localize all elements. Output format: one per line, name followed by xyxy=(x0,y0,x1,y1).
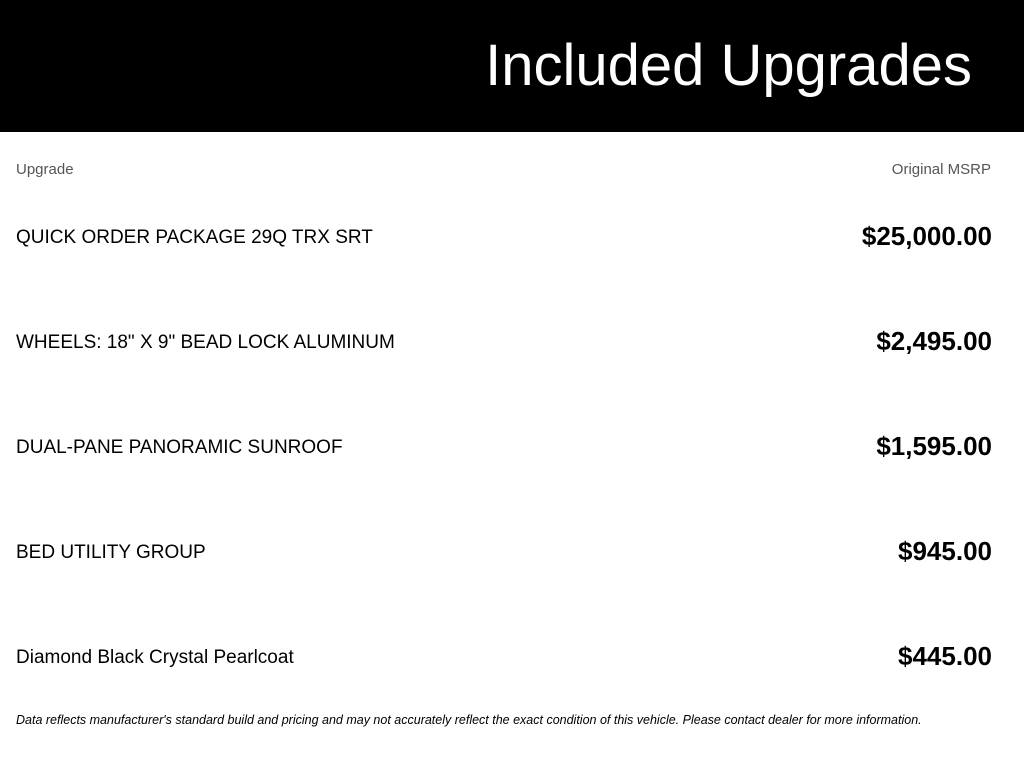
upgrade-name: WHEELS: 18" X 9" BEAD LOCK ALUMINUM xyxy=(16,332,395,353)
header-banner xyxy=(0,0,1024,132)
disclaimer-text: Data reflects manufacturer's standard build and pricing and may not accurately reflect the exact condition of this vehicle. Please contact dealer for more information. xyxy=(16,713,922,727)
page-title: Included Upgrades xyxy=(485,33,972,98)
upgrade-price: $945.00 xyxy=(898,536,992,566)
list-item xyxy=(0,420,1024,525)
upgrade-price: $445.00 xyxy=(898,641,992,671)
upgrade-name: Diamond Black Crystal Pearlcoat xyxy=(16,647,294,668)
upgrade-name: BED UTILITY GROUP xyxy=(16,542,206,563)
upgrade-price: $25,000.00 xyxy=(861,221,992,251)
upgrade-name: DUAL-PANE PANORAMIC SUNROOF xyxy=(16,437,343,458)
upgrade-name: QUICK ORDER PACKAGE 29Q TRX SRT xyxy=(16,227,373,248)
column-header-msrp: Original MSRP xyxy=(891,161,991,178)
upgrade-price: $2,495.00 xyxy=(876,326,992,356)
upgrade-price: $1,595.00 xyxy=(876,431,992,461)
list-item xyxy=(0,525,1024,630)
upgrades-list xyxy=(0,210,1024,735)
column-header-upgrade: Upgrade xyxy=(16,161,74,178)
list-item xyxy=(0,315,1024,420)
list-item xyxy=(0,210,1024,315)
